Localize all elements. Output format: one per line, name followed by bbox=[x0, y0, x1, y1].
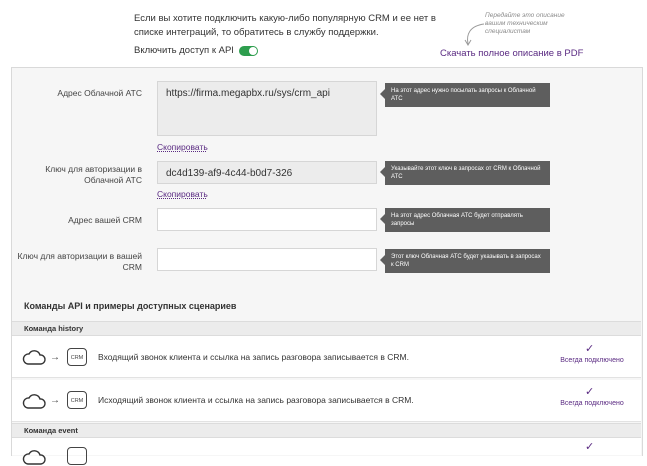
ats-key-field[interactable]: dc4d139-af9-4c44-b0d7-326 bbox=[157, 161, 377, 184]
arrow-right-icon: → bbox=[50, 352, 60, 363]
check-icon: ✓ bbox=[585, 441, 595, 453]
crm-address-tooltip: На этот адрес Облачная АТС будет отправлять запросы bbox=[385, 208, 550, 232]
scenario-row bbox=[12, 380, 641, 422]
status-always-on: Всегда подключено bbox=[560, 357, 624, 364]
scenario-row bbox=[12, 438, 641, 455]
check-icon: ✓ bbox=[585, 386, 595, 398]
download-pdf-link[interactable]: Скачать полное описание в PDF bbox=[440, 48, 584, 59]
scenario-description: Исходящий звонок клиента и ссылка на запись разговора записывается в CRM. bbox=[98, 395, 414, 405]
cloud-phone-icon bbox=[22, 348, 46, 366]
crm-icon bbox=[67, 447, 87, 465]
ats-address-tooltip: На этот адрес нужно посылать запросы к Облачной АТС bbox=[385, 83, 550, 107]
crm-icon: CRM bbox=[67, 391, 87, 409]
cloud-phone-icon bbox=[22, 392, 46, 410]
copy-ats-address-link[interactable]: Скопировать bbox=[157, 142, 208, 152]
scenario-row bbox=[12, 336, 641, 378]
command-history-header: Команда history bbox=[12, 321, 641, 336]
crm-address-label: Адрес вашей CRM bbox=[68, 215, 142, 225]
toggle-knob bbox=[249, 47, 257, 55]
copy-ats-key-link[interactable]: Скопировать bbox=[157, 189, 208, 199]
arrow-right-icon: → bbox=[50, 395, 60, 406]
ats-key-tooltip: Указывайте этот ключ в запросах от CRM к Облачной АТС bbox=[385, 161, 550, 185]
ats-address-field[interactable]: https://firma.megapbx.ru/sys/crm_api bbox=[157, 81, 377, 136]
scenario-description: Входящий звонок клиента и ссылка на запись разговора записывается в CRM. bbox=[98, 352, 409, 362]
status-always-on: Всегда подключено bbox=[560, 400, 624, 407]
ats-address-label: Адрес Облачной АТС bbox=[57, 88, 142, 98]
crm-key-input[interactable] bbox=[157, 248, 377, 271]
ats-key-label: Ключ для авторизации в Облачной АТС bbox=[45, 164, 142, 185]
intro-text: Если вы хотите подключить какую-либо популярную CRM и ее нет в списке интеграций, то обратитесь в службу поддержки. bbox=[134, 13, 436, 38]
command-event-header: Команда event bbox=[12, 423, 641, 438]
crm-key-tooltip: Этот ключ Облачная АТС будет указывать в запросах к CRM bbox=[385, 249, 550, 273]
crm-icon: CRM bbox=[67, 348, 87, 366]
api-toggle-row bbox=[134, 45, 258, 56]
crm-address-input[interactable] bbox=[157, 208, 377, 231]
api-toggle-label: Включить доступ к API bbox=[134, 45, 234, 56]
check-icon: ✓ bbox=[585, 343, 595, 355]
cloud-phone-icon bbox=[22, 448, 46, 466]
api-toggle[interactable] bbox=[239, 46, 258, 56]
pdf-note: Передайте это описание вашим техническим специалистам bbox=[485, 12, 565, 35]
crm-key-label: Ключ для авторизации в вашей CRM bbox=[17, 251, 142, 272]
commands-title: Команды API и примеры доступных сценариев bbox=[24, 301, 237, 311]
